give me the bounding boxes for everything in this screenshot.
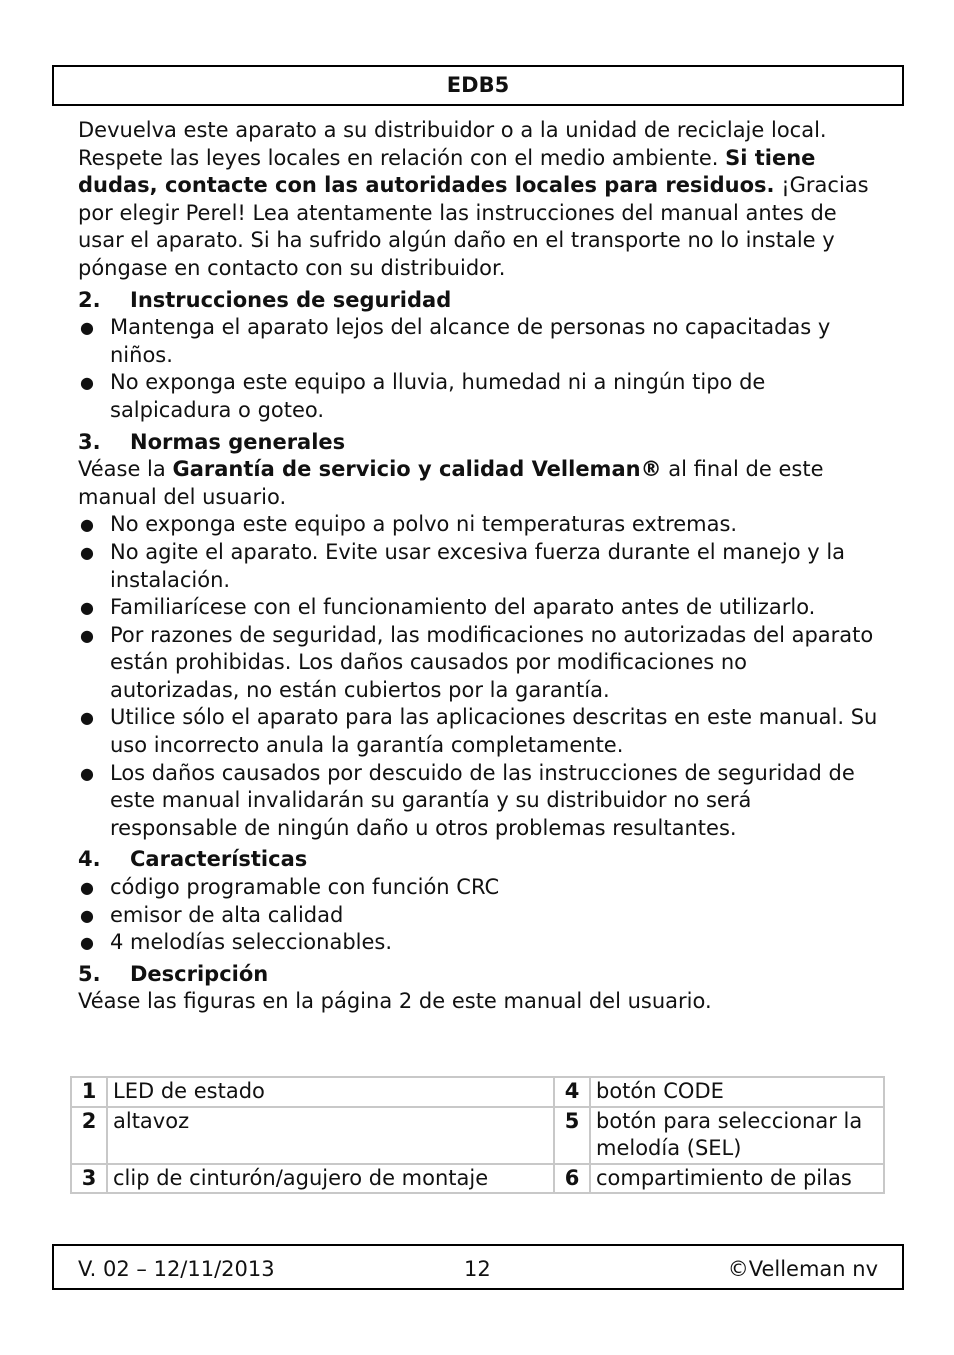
bullet-icon: ● bbox=[80, 763, 94, 783]
bullet-icon: ● bbox=[80, 542, 94, 562]
bullet-icon: ● bbox=[80, 625, 94, 645]
table-cell-text: botón CODE bbox=[590, 1077, 884, 1107]
intro-paragraph bbox=[78, 117, 878, 283]
bullet-icon: ● bbox=[80, 933, 94, 953]
intro-text-2: ¡Gracias por elegir Perel! Lea atentamente las instrucciones del manual antes de usar el aparato. Si ha sufrido algún daño en el transporte no lo instale y póngase en contacto con su distribuidor. bbox=[78, 173, 869, 280]
general-intro-post: al final de este manual del usuario. bbox=[78, 457, 824, 509]
list-item bbox=[78, 511, 878, 539]
general-intro bbox=[78, 456, 878, 511]
section-title-text: Descripción bbox=[130, 961, 269, 986]
list-item-text: código programable con función CRC bbox=[110, 875, 500, 900]
list-item-text: Utilice sólo el aparato para las aplicaciones descritas en este manual. Su uso incorrecto anula la garantía completamente. bbox=[110, 705, 878, 758]
list-item bbox=[78, 902, 878, 930]
list-item bbox=[78, 622, 878, 705]
bullet-icon: ● bbox=[80, 598, 94, 618]
section-number: 3. bbox=[78, 429, 101, 454]
main-content bbox=[78, 117, 878, 1016]
description-table bbox=[70, 1076, 885, 1194]
list-item bbox=[78, 929, 878, 957]
bullet-icon: ● bbox=[80, 905, 94, 925]
section-description-title bbox=[78, 961, 878, 989]
section-safety-title bbox=[78, 287, 878, 315]
list-item bbox=[78, 314, 878, 369]
list-item bbox=[78, 539, 878, 594]
table-row bbox=[71, 1164, 884, 1194]
bullet-icon: ● bbox=[80, 515, 94, 535]
table-cell-number: 5 bbox=[554, 1107, 590, 1164]
footer-page-number: 12 bbox=[464, 1257, 491, 1281]
list-item-text: emisor de alta calidad bbox=[110, 902, 344, 927]
bullet-icon: ● bbox=[80, 708, 94, 728]
list-item-text: No exponga este equipo a lluvia, humedad ni a ningún tipo de salpicadura o goteo. bbox=[110, 370, 766, 422]
table-cell-text: LED de estado bbox=[107, 1077, 554, 1107]
list-item bbox=[78, 369, 878, 424]
bullet-icon: ● bbox=[80, 373, 94, 393]
section-title-text: Normas generales bbox=[130, 429, 346, 454]
general-list bbox=[78, 511, 878, 842]
list-item-text: Familiarícese con el funcionamiento del aparato antes de utilizarlo. bbox=[110, 595, 816, 620]
section-features-title bbox=[78, 846, 878, 874]
table-cell-text: clip de cinturón/agujero de montaje bbox=[107, 1164, 554, 1194]
list-item-text: Mantenga el aparato lejos del alcance de personas no capacitadas y niños. bbox=[110, 315, 831, 367]
list-item bbox=[78, 760, 878, 843]
table-cell-text: compartimiento de pilas bbox=[590, 1164, 884, 1194]
list-item bbox=[78, 874, 878, 902]
page-footer bbox=[52, 1244, 904, 1290]
table-cell-number: 2 bbox=[71, 1107, 107, 1164]
footer-version: V. 02 – 12/11/2013 bbox=[78, 1257, 275, 1281]
section-title-text: Instrucciones de seguridad bbox=[130, 287, 452, 312]
general-intro-bold: Garantía de servicio y calidad Velleman® bbox=[172, 457, 662, 482]
section-title-text: Características bbox=[130, 847, 308, 872]
section-number: 4. bbox=[78, 847, 101, 872]
footer-copyright: ©Velleman nv bbox=[727, 1257, 878, 1281]
table-cell-number: 1 bbox=[71, 1077, 107, 1107]
list-item-text: No agite el aparato. Evite usar excesiva fuerza durante el manejo y la instalación. bbox=[110, 539, 846, 592]
general-intro-pre: Véase la bbox=[78, 457, 173, 482]
list-item-text: No exponga este equipo a polvo ni temperaturas extremas. bbox=[110, 512, 738, 537]
list-item bbox=[78, 704, 878, 759]
section-general-title bbox=[78, 429, 878, 457]
table-cell-number: 6 bbox=[554, 1164, 590, 1194]
table-row bbox=[71, 1077, 884, 1107]
bullet-icon: ● bbox=[80, 878, 94, 898]
page-header bbox=[52, 65, 904, 106]
list-item-text: Los daños causados por descuido de las instrucciones de seguridad de este manual invalidarán su garantía y su distribuidor no será responsable de ningún daño u otros problemas resultantes. bbox=[110, 760, 855, 840]
table-cell-number: 3 bbox=[71, 1164, 107, 1194]
intro-text-1: Devuelva este aparato a su distribuidor o a la unidad de reciclaje local. Respete las leyes locales en relación con el medio ambiente. bbox=[78, 118, 827, 170]
bullet-icon: ● bbox=[80, 318, 94, 338]
description-intro: Véase las figuras en la página 2 de este manual del usuario. bbox=[78, 989, 712, 1014]
table-row bbox=[71, 1107, 884, 1164]
list-item bbox=[78, 594, 878, 622]
table-cell-number: 4 bbox=[554, 1077, 590, 1107]
section-number: 2. bbox=[78, 287, 101, 312]
table-cell-text: altavoz bbox=[107, 1107, 554, 1164]
list-item-text: Por razones de seguridad, las modificaciones no autorizadas del aparato están prohibidas. Los daños causados por modificaciones no autorizadas, no están cubiertos por la garantía. bbox=[110, 622, 874, 702]
table-cell-text: botón para seleccionar la melodía (SEL) bbox=[590, 1107, 884, 1164]
section-number: 5. bbox=[78, 961, 101, 986]
list-item-text: 4 melodías seleccionables. bbox=[110, 930, 393, 955]
intro-bold: Si tiene dudas, contacte con las autoridades locales para residuos. bbox=[78, 145, 816, 198]
safety-list bbox=[78, 314, 878, 424]
features-list bbox=[78, 874, 878, 957]
header-title: EDB5 bbox=[446, 73, 510, 97]
